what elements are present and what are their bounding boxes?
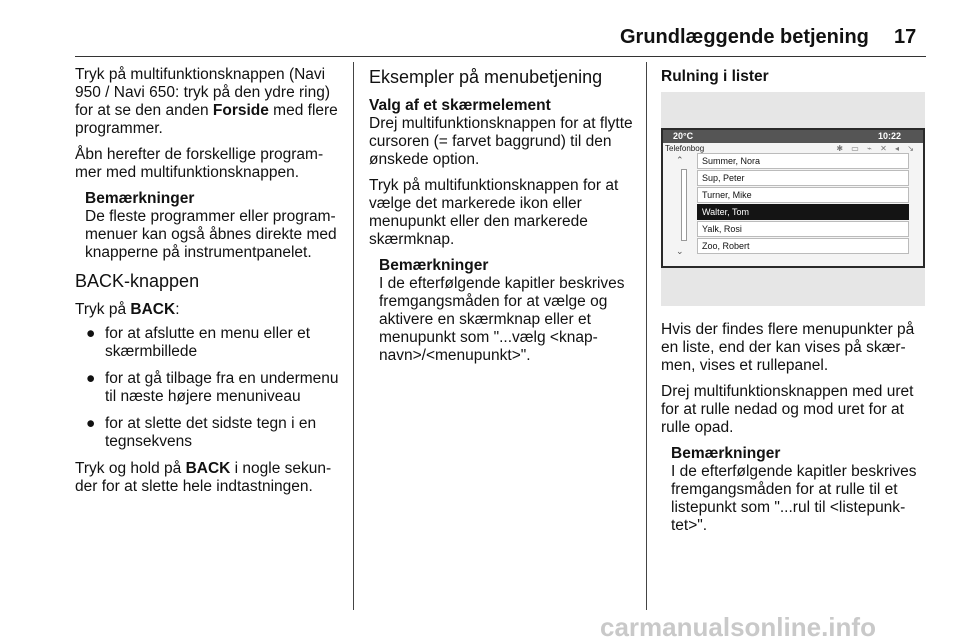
screen-illustration bbox=[661, 92, 925, 306]
watermark: carmanualsonline.info bbox=[600, 612, 876, 642]
bullet-icon: ● bbox=[86, 325, 96, 342]
bullet-icon: ● bbox=[86, 370, 96, 387]
note-block bbox=[85, 190, 343, 262]
list-item: Sup, Peter bbox=[697, 170, 909, 186]
page-number: 17 bbox=[894, 26, 917, 48]
subheading-scroll-lists: Rulning i lister bbox=[661, 68, 769, 85]
phonebook-panel bbox=[663, 143, 923, 266]
section-title-menu-examples: Eksempler på menubetjening bbox=[369, 67, 603, 87]
column-1 bbox=[75, 66, 343, 504]
paragraph-press-knob: Tryk på multifunktionsknappen for at vælge det markerede ikon eller menupunkt eller den markerede skærmknap. bbox=[369, 177, 619, 248]
paragraph-intro: Tryk på multifunktionsknappen (Navi 950 / Navi 650: tryk på den ydre ring) for at se den anden Forside med flere programmer. bbox=[75, 66, 338, 137]
list-item: Zoo, Robert bbox=[697, 238, 909, 254]
contact-list bbox=[697, 153, 909, 255]
list-item: ● for at afslutte en menu eller et skærmbillede bbox=[86, 325, 311, 360]
list-item: ● for at slette det sidste tegn i en tegnsekvens bbox=[86, 415, 317, 450]
back-bullet-list bbox=[75, 325, 343, 451]
section-title-back: BACK-knappen bbox=[75, 271, 200, 291]
note-heading: Bemærkninger bbox=[671, 445, 781, 462]
bullet-icon: ● bbox=[86, 415, 96, 432]
paragraph-hold-back: Tryk og hold på BACK i nogle sekunder for at slette hele indtastningen. bbox=[75, 460, 332, 495]
note-block bbox=[379, 257, 637, 365]
column-divider-2 bbox=[646, 62, 647, 610]
paragraph-turn-knob: Drej multifunktionsknappen for at flytte cursoren (= farvet baggrund) til den ønskede option. bbox=[369, 115, 633, 168]
list-item: Summer, Nora bbox=[697, 153, 909, 169]
list-item: ● for at gå tilbage fra en undermenu til næste højere menuniveau bbox=[86, 370, 339, 405]
column-2 bbox=[369, 66, 637, 373]
page-header-title: Grundlæggende betjening bbox=[620, 26, 869, 48]
paragraph-open-programs: Åbn herefter de forskellige programmer med multifunktionsknappen. bbox=[75, 146, 324, 181]
chevron-up-icon: ⌃ bbox=[676, 155, 684, 165]
column-divider-1 bbox=[353, 62, 354, 610]
list-item-selected: Walter, Tom bbox=[697, 204, 909, 220]
subheading-select-element: Valg af et skærmelement bbox=[369, 97, 551, 114]
note-heading: Bemærkninger bbox=[379, 257, 489, 274]
paragraph-press-back: Tryk på BACK: bbox=[75, 301, 180, 318]
list-item: Yalk, Rosi bbox=[697, 221, 909, 237]
clock-readout: 10:22 bbox=[877, 131, 901, 141]
list-item: Turner, Mike bbox=[697, 187, 909, 203]
paragraph-scrollbar: Hvis der findes flere menupunkter på en liste, end der kan vises på skærmen, vises et rullepanel. bbox=[661, 321, 915, 374]
note-text: I de efterfølgende kapitler beskrives fremgangsmåden for at vælge og aktivere en skærmknap eller et menupunkt som "...vælg <knapnavn>/<menupunkt>". bbox=[379, 275, 625, 364]
forside-term: Forside bbox=[212, 102, 269, 119]
paragraph-rotate-knob: Drej multifunktionsknappen med uret for at rulle nedad og mod uret for at rulle opad. bbox=[661, 383, 914, 436]
note-heading: Bemærkninger bbox=[85, 190, 195, 207]
screen-status-bar bbox=[663, 130, 923, 143]
column-3 bbox=[661, 66, 929, 86]
header-divider bbox=[75, 56, 926, 57]
note-text: I de efterfølgende kapitler beskrives fremgangsmåden for at rulle til et listepunkt som "...rul til <listepunktet>". bbox=[671, 463, 917, 534]
column-3-body bbox=[661, 321, 929, 543]
phonebook-label: Telefonbog bbox=[665, 144, 705, 153]
note-block bbox=[671, 445, 929, 535]
note-text: De fleste programmer eller programmenuer kan også åbnes direkte med knapperne på instrumentpanelet. bbox=[85, 208, 337, 261]
status-icons: ✱ ▭ ⌁ ✕ ◂ ↘ bbox=[836, 144, 917, 153]
display-screen bbox=[661, 128, 925, 268]
chevron-down-icon: ⌄ bbox=[676, 246, 684, 256]
temperature-readout: 20°C bbox=[673, 131, 694, 141]
scrollbar bbox=[681, 169, 687, 241]
